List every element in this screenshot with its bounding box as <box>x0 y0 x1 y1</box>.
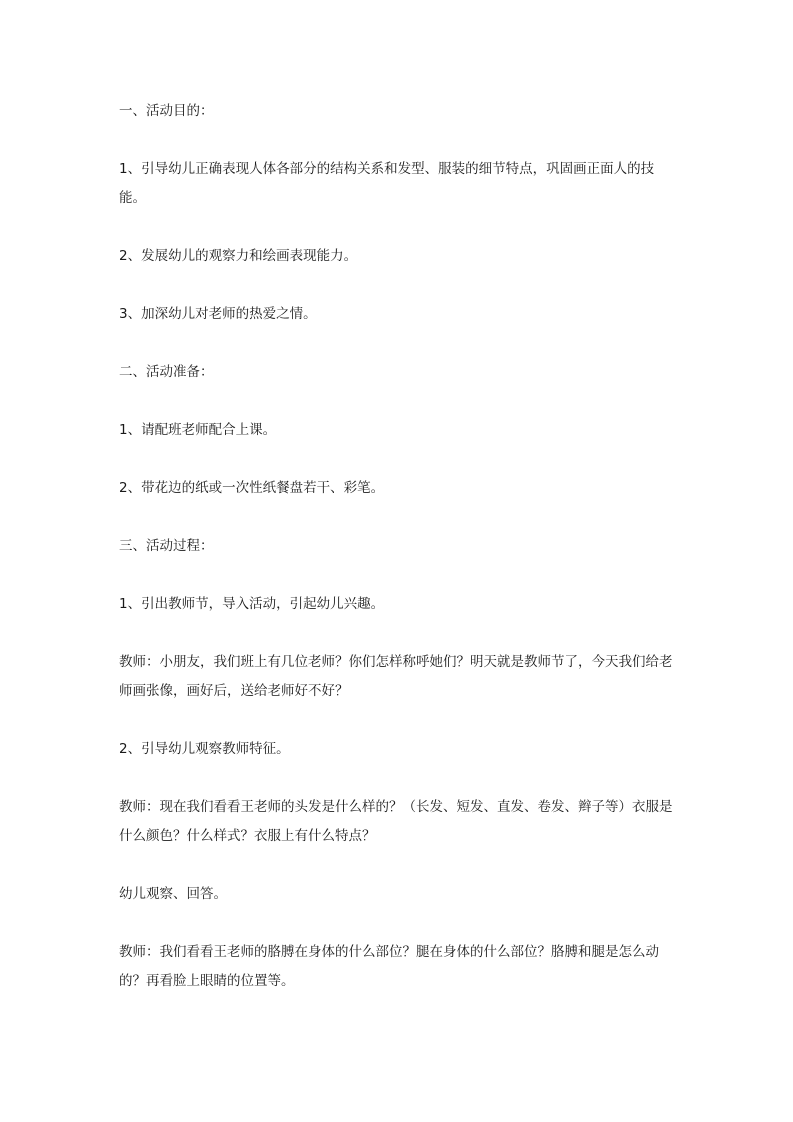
process-step-1: 1、引出教师节，导入活动，引起幼儿兴趣。 <box>119 596 385 612</box>
objective-item-1: 1、引导幼儿正确表现人体各部分的结构关系和发型、服装的细节特点，巩固画正面人的技能。 <box>119 161 655 206</box>
objective-item-3: 3、加深幼儿对老师的热爱之情。 <box>119 306 317 322</box>
teacher-dialogue-3: 教师：我们看看王老师的胳膊在身体的什么部位？腿在身体的什么部位？胳膊和腿是怎么动的？再看脸上眼睛的位置等。 <box>119 944 659 989</box>
teacher-dialogue-1: 教师：小朋友，我们班上有几位老师？你们怎样称呼她们？明天就是教师节了，今天我们给老师画张像，画好后，送给老师好不好？ <box>119 654 673 699</box>
children-response: 幼儿观察、回答。 <box>119 886 227 902</box>
preparation-item-2: 2、带花边的纸或一次性纸餐盘若干、彩笔。 <box>119 480 385 496</box>
section-heading-objectives: 一、活动目的： <box>119 103 214 119</box>
section-heading-preparation: 二、活动准备： <box>119 364 214 380</box>
preparation-item-1: 1、请配班老师配合上课。 <box>119 422 277 438</box>
section-heading-process: 三、活动过程： <box>119 538 214 554</box>
process-step-2: 2、引导幼儿观察教师特征。 <box>119 741 290 757</box>
objective-item-2: 2、发展幼儿的观察力和绘画表现能力。 <box>119 248 358 264</box>
teacher-dialogue-2: 教师：现在我们看看王老师的头发是什么样的？（长发、短发、直发、卷发、辫子等）衣服是什么颜色？什么样式？衣服上有什么特点？ <box>119 799 673 844</box>
